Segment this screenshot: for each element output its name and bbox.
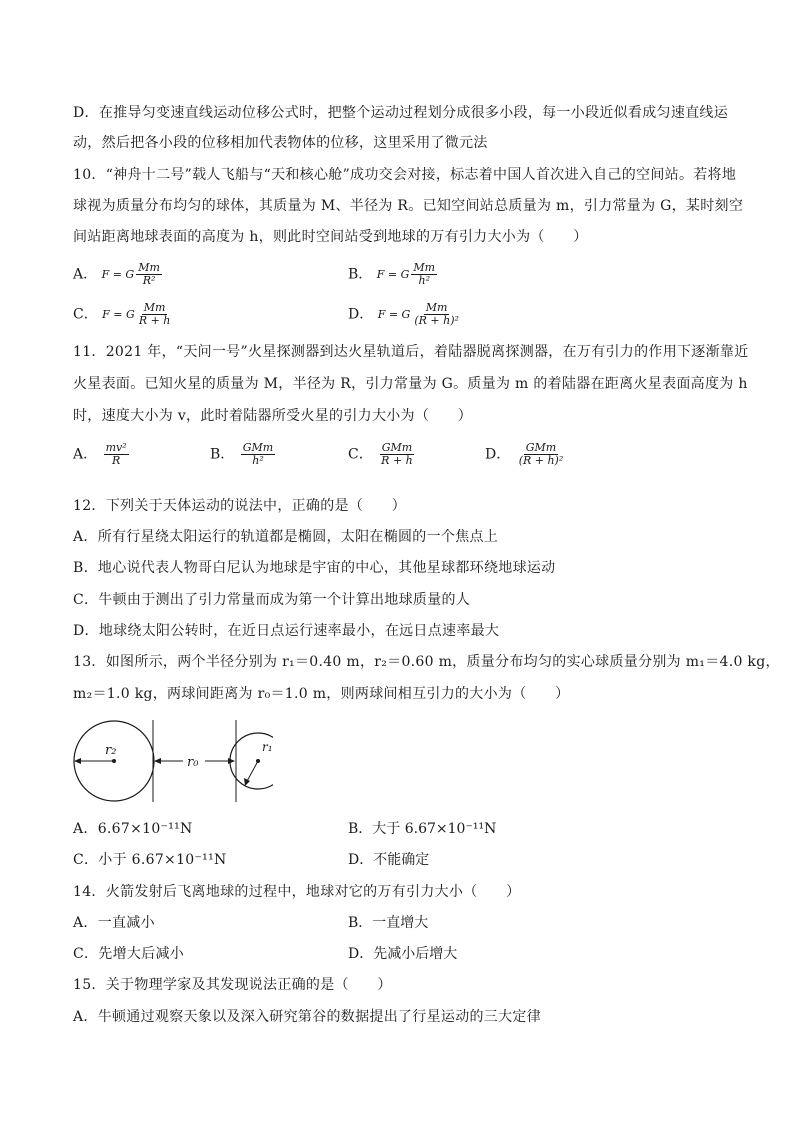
r1-label: r₁ [262,740,273,754]
r1-radius-line [246,761,258,783]
q10-option-a[interactable]: A． F = G $\frac{Mm}{\text{R²}}$ [73,261,160,287]
q13-option-a[interactable]: A．6.67×10⁻¹¹N [73,821,193,837]
r2-label: r₂ [105,743,117,758]
formula: $\frac{\text{GMm}}{\text{(R + h)²}}$ [518,441,564,467]
q14-option-a[interactable]: A．一直减小 [73,915,155,931]
r0-left-arrow-icon [154,758,161,764]
r1-arrow-icon [244,778,250,786]
q15-option-a[interactable]: A．牛顿通过观察天象以及深入研究第谷的数据提出了行星运动的三大定律 [73,1009,542,1025]
q9-option-d-line1: D．在推导匀变速直线运动位移公式时，把整个运动过程划分成很多小段，每一小段近似看成匀速直线运 [73,105,729,121]
q13-line1: 13．如图所示，两个半径分别为 r₁＝0.40 m，r₂＝0.60 m，质量分布均匀的实心球质量分别为 m₁＝4.0 kg， [73,654,780,670]
formula: F = G $\frac{Mm}{\text{(R + h)²}}$ [377,301,459,327]
r0-right-arrow-icon [228,758,235,764]
q14-stem: 14．火箭发射后飞离地球的过程中，地球对它的万有引力大小（ ） [73,884,521,900]
q13-option-d[interactable]: D．不能确定 [348,852,430,868]
q13-line2: m₂＝1.0 kg，两球间距离为 r₀＝1.0 m，则两球间相互引力的大小为（ ） [73,686,570,702]
two-spheres-diagram [73,718,273,808]
q11-line2: 火星表面。已知火星的质量为 M，半径为 R，引力常量为 G。质量为 m 的着陆器在距离火星表面高度为 h [73,376,748,392]
q11-line3: 时，速度大小为 v，此时着陆器所受火星的引力大小为（ ） [73,408,473,424]
formula: $\frac{\text{mv²}}{R}$ [105,441,127,467]
formula: F = G $\frac{Mm}{R + h}$ [102,301,171,327]
formula: F = G $\frac{Mm}{\text{h²}}$ [376,261,436,287]
q12-option-c[interactable]: C．牛顿由于测出了引力常量而成为第一个计算出地球质量的人 [73,592,471,608]
q14-option-d[interactable]: D．先减小后增大 [348,946,458,962]
q12-option-b[interactable]: B．地心说代表人物哥白尼认为地球是宇宙的中心，其他星球都环绕地球运动 [73,560,556,576]
r2-arrow-icon [74,758,81,764]
q9-option-d-line2: 动，然后把各小段的位移相加代表物体的位移，这里采用了微元法 [73,135,488,151]
q10-line2: 球视为质量分布均匀的球体，其质量为 M、半径为 R。已知空间站总质量为 m，引力常量为 G，某时刻空 [73,198,744,214]
q12-option-a[interactable]: A．所有行星绕太阳运行的轨道都是椭圆，太阳在椭圆的一个焦点上 [73,529,499,545]
q10-option-b[interactable]: B． F = G $\frac{Mm}{\text{h²}}$ [348,261,436,287]
q10-line3: 间站距离地球表面的高度为 h，则此时空间站受到地球的万有引力大小为（ ） [73,229,588,245]
formula: $\frac{\text{GMm}}{R + h}$ [381,441,413,467]
q10-option-c[interactable]: C． F = G $\frac{Mm}{R + h}$ [73,301,171,327]
formula: F = G $\frac{Mm}{\text{R²}}$ [101,261,160,287]
q14-option-c[interactable]: C．先增大后减小 [73,946,185,962]
q10-line1: 10．“神舟十二号”载人飞船与“天和核心舱”成功交会对接，标志着中国人首次进入自己的空间站。若将地 [73,167,737,183]
q11-option-c[interactable]: C． $\frac{\text{GMm}}{R + h}$ [348,441,413,467]
q11-option-b[interactable]: B． $\frac{\text{GMm}}{\text{h²}}$ [210,441,274,467]
q13-option-c[interactable]: C．小于 6.67×10⁻¹¹N [73,852,227,868]
q12-stem: 12．下列关于天体运动的说法中，正确的是（ ） [73,498,407,514]
q15-stem: 15．关于物理学家及其发现说法正确的是（ ） [73,977,392,993]
q11-line1: 11．2021 年，“天问一号”火星探测器到达火星轨道后，着陆器脱离探测器，在万有引力的作用下逐渐靠近 [73,344,749,360]
q10-option-d[interactable]: D． F = G $\frac{Mm}{\text{(R + h)²}}$ [348,301,459,327]
q14-option-b[interactable]: B．一直增大 [348,915,429,931]
q11-option-d[interactable]: D． $\frac{\text{GMm}}{\text{(R + h)²}}$ [485,441,564,467]
r0-label: r₀ [187,755,199,770]
formula: $\frac{\text{GMm}}{\text{h²}}$ [242,441,274,467]
q13-option-b[interactable]: B．大于 6.67×10⁻¹¹N [348,821,497,837]
q11-option-a[interactable]: A． $\frac{\text{mv²}}{R}$ [73,441,127,467]
q12-option-d[interactable]: D．地球绕太阳公转时，在近日点运行速率最小，在远日点速率最大 [73,623,500,639]
